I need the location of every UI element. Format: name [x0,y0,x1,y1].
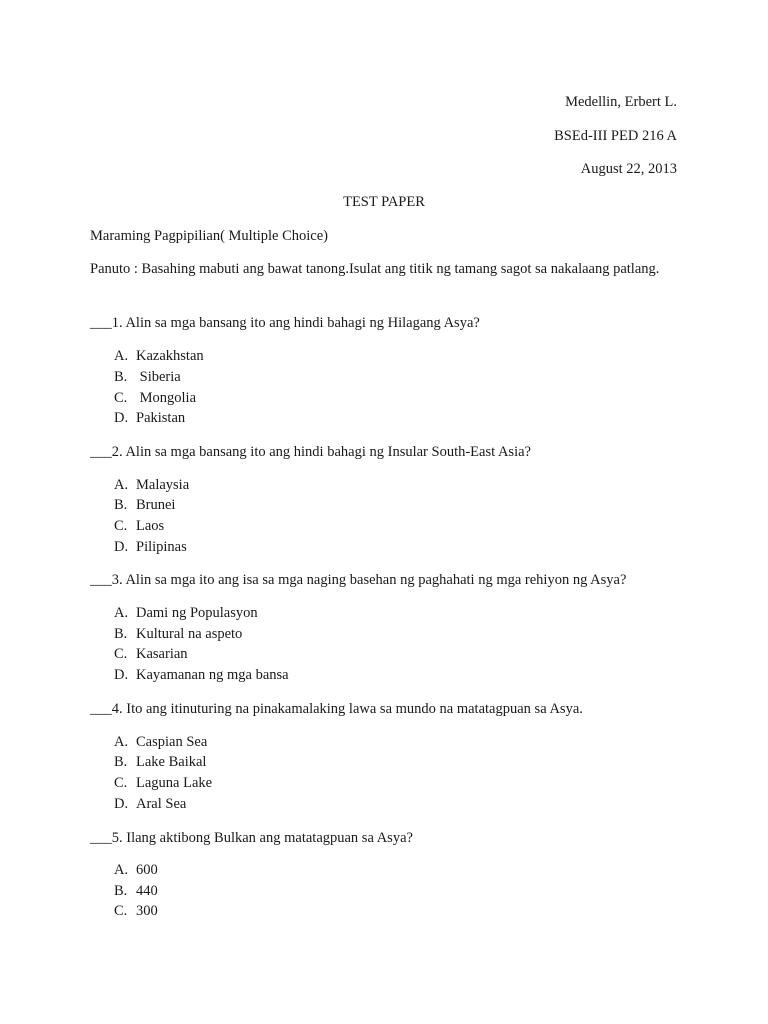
choice-5c: C. 300 [114,903,158,919]
choice-4b: B. Lake Baikal [114,754,207,770]
choice-2b: B. Brunei [114,497,176,513]
choice-4d: D. Aral Sea [114,796,187,812]
choice-1b: B. Siberia [114,369,181,385]
question-3: ___3. Alin sa mga ito ang isa sa mga naging basehan ng paghahati ng mga rehiyon ng Asya? [90,572,627,588]
choice-2d: D. Pilipinas [114,539,187,555]
question-2: ___2. Alin sa mga bansang ito ang hindi bahagi ng Insular South-East Asia? [90,444,531,460]
question-4: ___4. Ito ang itinuturing na pinakamalaking lawa sa mundo na matatagpuan sa Asya. [90,701,583,717]
choice-5a: A. 600 [114,862,158,878]
choice-5b: B. 440 [114,883,158,899]
question-5: ___5. Ilang aktibong Bulkan ang matatagpuan sa Asya? [90,830,413,846]
section-heading: Maraming Pagpipilian( Multiple Choice) [90,228,328,244]
student-name: Medellin, Erbert L. [565,94,677,110]
instructions: Panuto : Basahing mabuti ang bawat tanong.Isulat ang titik ng tamang sagot sa nakalaang patlang. [90,261,660,277]
choice-3d: D. Kayamanan ng mga bansa [114,667,289,683]
question-1: ___1. Alin sa mga bansang ito ang hindi bahagi ng Hilagang Asya? [90,315,480,331]
choice-1c: C. Mongolia [114,390,197,406]
choice-4a: A. Caspian Sea [114,734,208,750]
choice-2c: C. Laos [114,518,165,534]
choice-2a: A. Malaysia [114,477,190,493]
course-code: BSEd-III PED 216 A [554,128,677,144]
page-title: TEST PAPER [343,194,425,210]
choice-1a: A. Kazakhstan [114,348,204,364]
date: August 22, 2013 [580,161,677,177]
choice-3b: B. Kultural na aspeto [114,626,243,642]
choice-4c: C. Laguna Lake [114,775,213,791]
choice-3a: A. Dami ng Populasyon [114,605,258,621]
choice-1d: D. Pakistan [114,410,186,426]
choice-3c: C. Kasarian [114,646,188,662]
